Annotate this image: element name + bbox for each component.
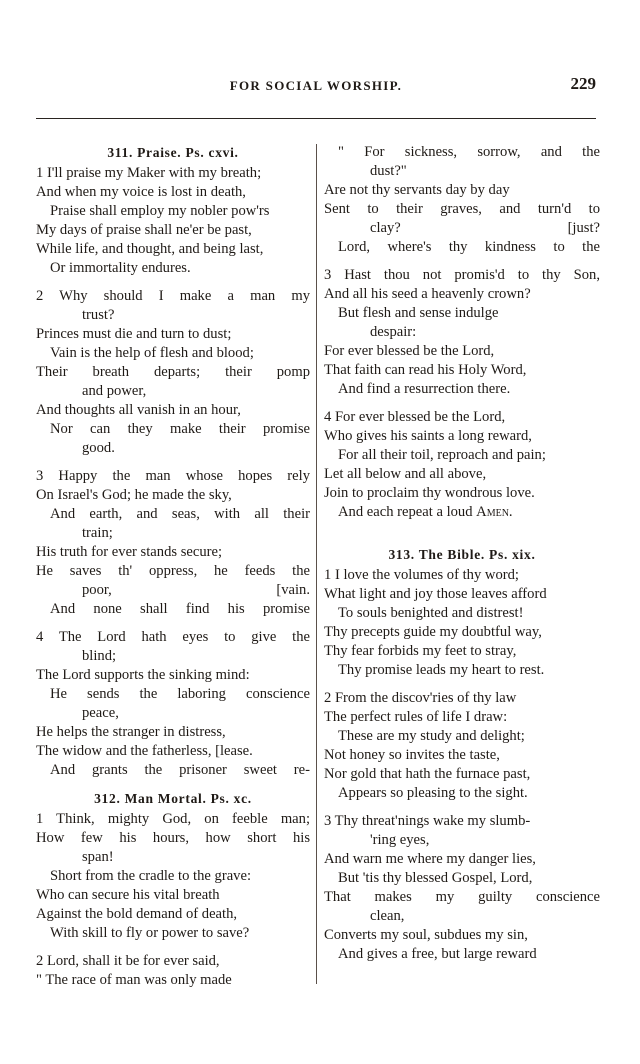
verse-line: But flesh and sense indulge <box>338 305 499 321</box>
verse-line: 1 I'll praise my Maker with my breath; <box>36 165 262 181</box>
verse-line: Let all below and all above, <box>324 466 487 482</box>
verse-line: The widow and the fatherless, [lease. <box>36 743 253 759</box>
verse-line: And earth, and seas, with all their <box>50 506 310 522</box>
verse-line: Short from the cradle to the grave: <box>50 868 251 884</box>
verse-line: To souls benighted and distrest! <box>338 605 524 621</box>
hymn-313-stanza-3 <box>324 812 600 964</box>
running-header <box>36 74 596 100</box>
verse-line: 2 Why should I make a man my <box>36 288 310 304</box>
verse-line: span! <box>82 849 114 865</box>
hymn-311-heading: 311. Praise. Ps. cxvi. <box>107 145 239 160</box>
verse-line: Vain is the help of flesh and blood; <box>50 345 254 361</box>
verse-line: My days of praise shall ne'er be past, <box>36 222 252 238</box>
verse-line: Princes must die and turn to dust; <box>36 326 232 342</box>
verse-line: Against the bold demand of death, <box>36 906 238 922</box>
verse-line-fragment: poor, <box>82 582 112 598</box>
verse-line: Lord, where's thy kindness to the <box>338 239 600 255</box>
verse-line: 1 I love the volumes of thy word; <box>324 567 519 583</box>
column-divider <box>316 144 317 984</box>
hymn-312-heading: 312. Man Mortal. Ps. xc. <box>94 791 252 806</box>
verse-line: 3 Thy threat'nings wake my slumb- <box>324 813 531 829</box>
verse-line: Are not thy servants day by day <box>324 182 510 198</box>
verse-line: peace, <box>82 705 119 721</box>
verse-line: good. <box>82 440 115 456</box>
verse-line: train; <box>82 525 113 541</box>
hymn-313-stanza-1 <box>324 566 600 680</box>
hymn-312-stanza-2-continued <box>324 143 600 257</box>
hymn-312-stanza-2-start <box>36 952 310 990</box>
verse-line: 4 The Lord hath eyes to give the <box>36 629 310 645</box>
verse-line <box>324 503 600 522</box>
verse-line: These are my study and delight; <box>338 728 525 744</box>
verse-line-turnover: [vain. <box>276 582 310 598</box>
verse-line: For all their toil, reproach and pain; <box>338 447 546 463</box>
hymn-311-stanza-3 <box>36 467 310 619</box>
verse-line: 3 Happy the man whose hopes rely <box>36 468 310 484</box>
verse-line: dust?" <box>370 163 407 179</box>
verse-line: Nor gold that hath the furnace past, <box>324 766 531 782</box>
hymn-312-stanza-4 <box>324 408 600 522</box>
verse-line: For ever blessed be the Lord, <box>324 343 495 359</box>
hymn-311-stanza-1 <box>36 164 310 278</box>
verse-line: Sent to their graves, and turn'd to <box>324 201 600 217</box>
hymn-311-stanza-2 <box>36 287 310 458</box>
verse-line: 2 Lord, shall it be for ever said, <box>36 953 220 969</box>
verse-line: He helps the stranger in distress, <box>36 724 226 740</box>
verse-line: The perfect rules of life I draw: <box>324 709 508 725</box>
verse-line: While life, and thought, and being last, <box>36 241 264 257</box>
right-column <box>324 143 600 973</box>
verse-line: Not honey so invites the taste, <box>324 747 500 763</box>
verse-line: 4 For ever blessed be the Lord, <box>324 409 506 425</box>
verse-line: On Israel's God; he made the sky, <box>36 487 232 503</box>
verse-line: And when my voice is lost in death, <box>36 184 246 200</box>
verse-line: He saves th' oppress, he feeds the <box>36 563 310 579</box>
verse-line: clean, <box>370 908 405 924</box>
verse-line: His truth for ever stands secure; <box>36 544 223 560</box>
page-number: 229 <box>570 74 596 93</box>
left-column <box>36 143 310 999</box>
verse-line: Who can secure his vital breath <box>36 887 220 903</box>
verse-line-fragment: clay? <box>370 220 401 236</box>
hymn-311-stanza-4 <box>36 628 310 780</box>
verse-line: Or immortality endures. <box>50 260 191 276</box>
verse-line: Praise shall employ my nobler pow'rs <box>50 203 270 219</box>
verse-line: He sends the laboring conscience <box>50 686 310 702</box>
verse-line: " For sickness, sorrow, and the <box>338 144 600 160</box>
verse-line: What light and joy those leaves afford <box>324 586 547 602</box>
verse-line: And thoughts all vanish in an hour, <box>36 402 241 418</box>
verse-line: Their breath departs; their pomp <box>36 364 310 380</box>
verse-line <box>324 219 600 238</box>
verse-line: And grants the prisoner sweet re- <box>50 762 310 778</box>
verse-line: despair: <box>370 324 417 340</box>
verse-line: Appears so pleasing to the sight. <box>338 785 528 801</box>
verse-line: And none shall find his promise <box>50 601 310 617</box>
verse-line: and power, <box>82 383 147 399</box>
header-rule <box>36 118 596 119</box>
hymn-313-heading: 313. The Bible. Ps. xix. <box>388 547 536 562</box>
verse-line: That faith can read his Holy Word, <box>324 362 527 378</box>
verse-line: And warn me where my danger lies, <box>324 851 536 867</box>
verse-line <box>36 581 310 600</box>
verse-line-turnover: [just? <box>567 220 600 236</box>
verse-line: Thy precepts guide my doubtful way, <box>324 624 542 640</box>
verse-line: Who gives his saints a long reward, <box>324 428 532 444</box>
verse-line: 3 Hast thou not promis'd to thy Son, <box>324 267 600 283</box>
verse-line: " The race of man was only made <box>36 972 232 988</box>
verse-line: And gives a free, but large reward <box>338 946 537 962</box>
verse-line: That makes my guilty conscience <box>324 889 600 905</box>
verse-line-text: And each repeat a loud <box>338 504 477 520</box>
verse-line: Join to proclaim thy wondrous love. <box>324 485 535 501</box>
hymn-312-stanza-1 <box>36 810 310 943</box>
verse-line: How few his hours, how short his <box>36 830 310 846</box>
hymn-313-stanza-2 <box>324 689 600 803</box>
verse-line: 1 Think, mighty God, on feeble man; <box>36 811 310 827</box>
verse-line: And find a resurrection there. <box>338 381 511 397</box>
verse-line: With skill to fly or power to save? <box>50 925 250 941</box>
verse-line: Thy fear forbids my feet to stray, <box>324 643 517 659</box>
verse-line: Converts my soul, subdues my sin, <box>324 927 528 943</box>
verse-line: 'ring eyes, <box>370 832 430 848</box>
verse-line: blind; <box>82 648 117 664</box>
verse-line: The Lord supports the sinking mind: <box>36 667 250 683</box>
verse-line: But 'tis thy blessed Gospel, Lord, <box>338 870 533 886</box>
verse-line: Nor can they make their promise <box>50 421 310 437</box>
verse-line: Thy promise leads my heart to rest. <box>338 662 545 678</box>
amen-word: Amen. <box>476 504 513 520</box>
verse-line: 2 From the discov'ries of thy law <box>324 690 517 706</box>
verse-line: And all his seed a heavenly crown? <box>324 286 531 302</box>
hymn-312-stanza-3 <box>324 266 600 399</box>
verse-line: trust? <box>82 307 115 323</box>
header-title: FOR SOCIAL WORSHIP. <box>229 78 403 93</box>
